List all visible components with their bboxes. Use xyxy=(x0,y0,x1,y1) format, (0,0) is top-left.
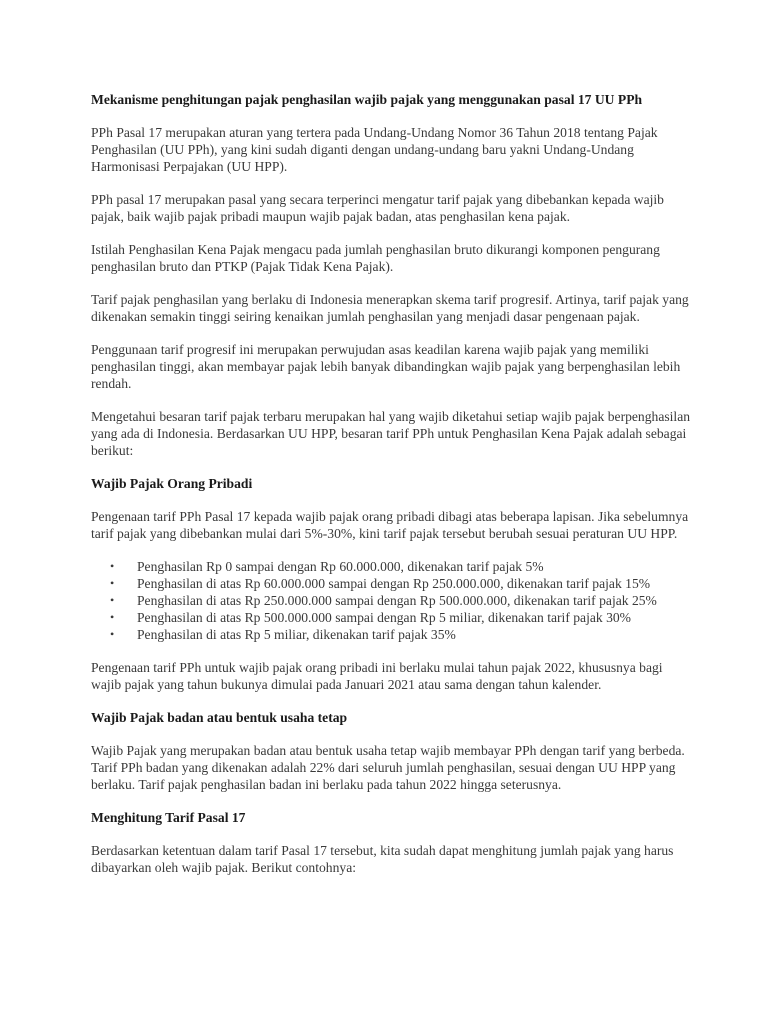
paragraph-menghitung: Berdasarkan ketentuan dalam tarif Pasal 17 tersebut, kita sudah dapat menghitung jumlah pajak yang harus dibayarkan oleh wajib pajak. Berikut contohnya: xyxy=(91,843,674,875)
bullet-icon: • xyxy=(110,627,115,641)
section-heading-badan: Wajib Pajak badan atau bentuk usaha tetap xyxy=(91,710,348,725)
list-item-text: Penghasilan di atas Rp 250.000.000 sampai dengan Rp 500.000.000, dikenakan tarif pajak 25% xyxy=(137,593,657,608)
list-item xyxy=(110,575,691,592)
list-item xyxy=(110,592,691,609)
list-item xyxy=(110,626,691,643)
paragraph-orang-pribadi-outro: Pengenaan tarif PPh untuk wajib pajak orang pribadi ini berlaku mulai tahun pajak 2022, khususnya bagi wajib pajak yang tahun bukunya dimulai pada Januari 2021 atau sama dengan tahun kalender. xyxy=(91,660,663,692)
section-heading-menghitung: Menghitung Tarif Pasal 17 xyxy=(91,810,246,825)
paragraph-pph-pasal-17-intro: PPh Pasal 17 merupakan aturan yang tertera pada Undang-Undang Nomor 36 Tahun 2018 tentang Pajak Penghasilan (UU PPh), yang kini sudah diganti dengan undang-undang baru yakni Undang-Undang Harmonisasi Perpajakan (UU HPP). xyxy=(91,125,658,174)
paragraph-besaran-tarif: Mengetahui besaran tarif pajak terbaru merupakan hal yang wajib diketahui setiap wajib pajak berpenghasilan yang ada di Indonesia. Berdasarkan UU HPP, besaran tarif PPh untuk Penghasilan Kena Pajak adalah sebagai berikut: xyxy=(91,409,691,458)
paragraph-tarif-progresif: Tarif pajak penghasilan yang berlaku di Indonesia menerapkan skema tarif progresif. Artinya, tarif pajak yang dikenakan semakin tinggi seiring kenaikan jumlah penghasilan yang menjadi dasar pengenaan pajak. xyxy=(91,292,689,324)
paragraph-pasal-17-definition: PPh pasal 17 merupakan pasal yang secara terperinci mengatur tarif pajak yang dibebankan kepada wajib pajak, baik wajib pajak pribadi maupun wajib pajak badan, atas penghasilan kena pajak. xyxy=(91,192,664,224)
list-item-text: Penghasilan di atas Rp 60.000.000 sampai dengan Rp 250.000.000, dikenakan tarif pajak 15% xyxy=(137,576,651,591)
section-heading-orang-pribadi: Wajib Pajak Orang Pribadi xyxy=(91,476,253,491)
list-item-text: Penghasilan di atas Rp 500.000.000 sampai dengan Rp 5 miliar, dikenakan tarif pajak 30% xyxy=(137,610,632,625)
document-title: Mekanisme penghitungan pajak penghasilan wajib pajak yang menggunakan pasal 17 UU PPh xyxy=(91,92,643,107)
paragraph-orang-pribadi-intro: Pengenaan tarif PPh Pasal 17 kepada wajib pajak orang pribadi dibagi atas beberapa lapisan. Jika sebelumnya tarif pajak yang dibebankan mulai dari 5%-30%, kini tarif pajak tersebut berubah sesuai peraturan UU HPP. xyxy=(91,509,689,541)
paragraph-asas-keadilan: Penggunaan tarif progresif ini merupakan perwujudan asas keadilan karena wajib pajak yang memiliki penghasilan tinggi, akan membayar pajak lebih banyak dibandingkan wajib pajak yang berpenghasilan lebih rendah. xyxy=(91,342,681,391)
bullet-icon: • xyxy=(110,576,115,590)
list-item xyxy=(110,558,691,575)
bullet-icon: • xyxy=(110,559,115,573)
paragraph-badan: Wajib Pajak yang merupakan badan atau bentuk usaha tetap wajib membayar PPh dengan tarif yang berbeda. Tarif PPh badan yang dikenakan adalah 22% dari seluruh jumlah penghasilan, sesuai dengan UU HPP yang berlaku. Tarif pajak penghasilan badan ini berlaku pada tahun 2022 hingga seterusnya. xyxy=(91,743,685,792)
paragraph-penghasilan-kena-pajak: Istilah Penghasilan Kena Pajak mengacu pada jumlah penghasilan bruto dikurangi komponen pengurang penghasilan bruto dan PTKP (Pajak Tidak Kena Pajak). xyxy=(91,242,660,274)
list-item-text: Penghasilan Rp 0 sampai dengan Rp 60.000.000, dikenakan tarif pajak 5% xyxy=(137,559,544,574)
bullet-icon: • xyxy=(110,593,115,607)
list-item-text: Penghasilan di atas Rp 5 miliar, dikenakan tarif pajak 35% xyxy=(137,627,456,642)
tarif-bullet-list xyxy=(91,558,691,643)
list-item xyxy=(110,609,691,626)
bullet-icon: • xyxy=(110,610,115,624)
document-page xyxy=(91,91,691,876)
